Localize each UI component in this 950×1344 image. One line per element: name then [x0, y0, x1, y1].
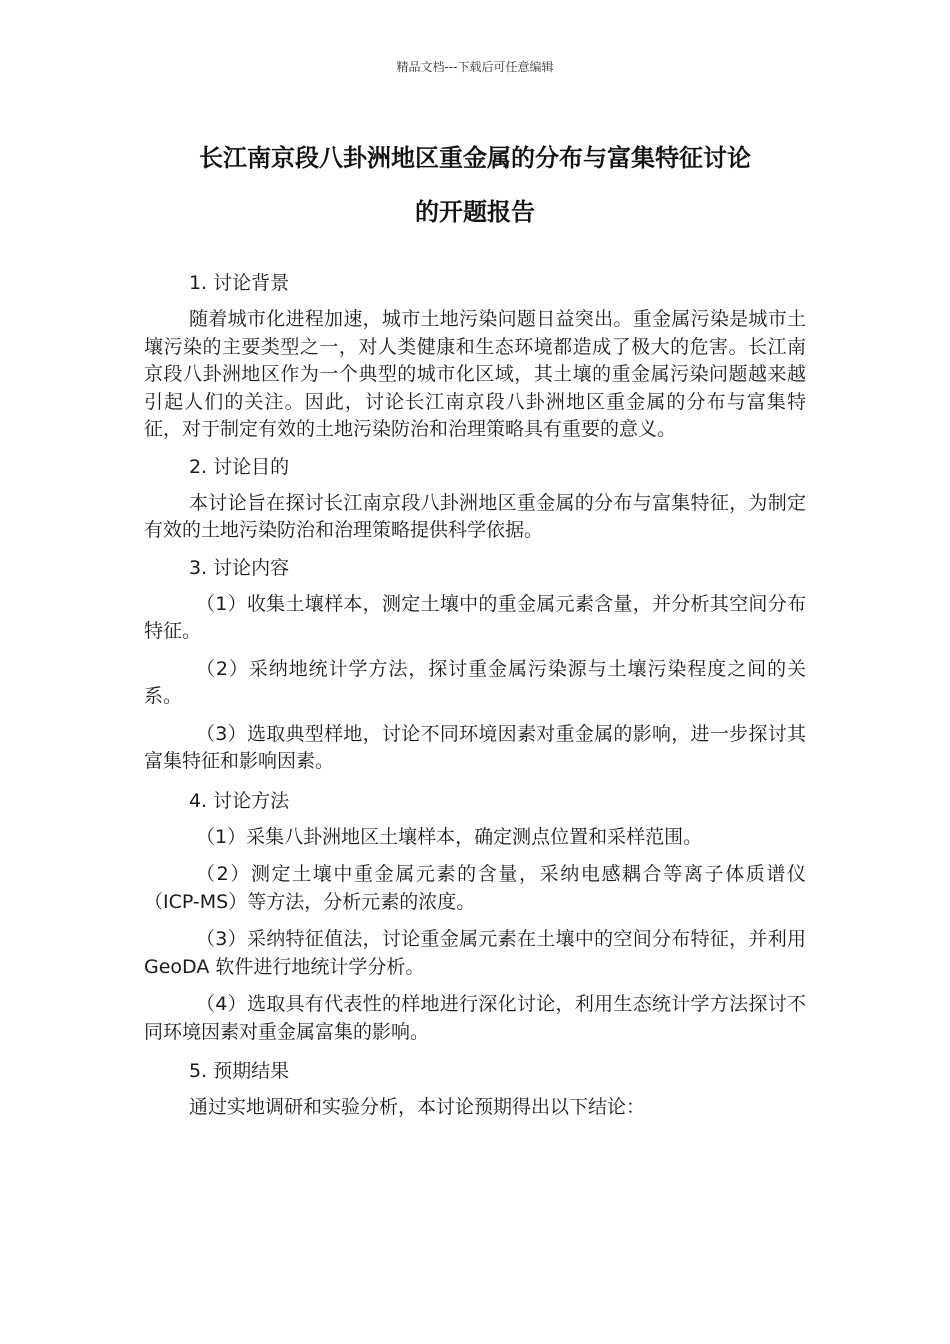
- section-1-heading: 1. 讨论背景: [189, 272, 290, 294]
- section-4-item-3: （3）采纳特征值法，讨论重金属元素在土壤中的空间分布特征，并利用 GeoDA 软件进行地统计学分析。: [144, 928, 806, 978]
- document-body: [144, 268, 806, 1130]
- document-title-line-2: 的开题报告: [415, 198, 535, 226]
- document-title-line-1: 长江南京段八卦洲地区重金属的分布与富集特征讨论: [199, 144, 751, 172]
- section-2-paragraph: 本讨论旨在探讨长江南京段八卦洲地区重金属的分布与富集特征，为制定有效的土地污染防治和治理策略提供科学依据。: [144, 491, 806, 541]
- section-3-item-3: （3）选取典型样地，讨论不同环境因素对重金属的影响，进一步探讨其富集特征和影响因素。: [144, 722, 806, 772]
- section-3-heading: 3. 讨论内容: [189, 556, 290, 579]
- section-5-paragraph: 通过实地调研和实验分析，本讨论预期得出以下结论：: [189, 1096, 646, 1118]
- section-4-heading: 4. 讨论方法: [189, 789, 290, 812]
- section-3-item-1: （1）收集土壤样本，测定土壤中的重金属元素含量，并分析其空间分布特征。: [144, 592, 806, 642]
- section-3-item-2: （2）采纳地统计学方法，探讨重金属污染源与土壤污染程度之间的关系。: [144, 657, 806, 707]
- section-1-paragraph: 随着城市化进程加速，城市土地污染问题日益突出。重金属污染是城市土壤污染的主要类型之一，对人类健康和生态环境都造成了极大的危害。长江南京段八卦洲地区作为一个典型的城市化区域，其土壤的重金属污染问题越来越引起人们的关注。因此，讨论长江南京段八卦洲地区重金属的分布与富集特征，对于制定有效的土地污染防治和治理策略具有重要的意义。: [144, 308, 806, 440]
- header-note: 精品文档---下载后可任意编辑: [396, 60, 554, 74]
- section-4-item-2: （2）测定土壤中重金属元素的含量，采纳电感耦合等离子体质谱仪（ICP-MS）等方法，分析元素的浓度。: [144, 863, 806, 913]
- section-5-heading: 5. 预期结果: [189, 1060, 290, 1082]
- section-4-item-1: （1）采集八卦洲地区土壤样本，确定测点位置和采样范围。: [196, 825, 703, 848]
- section-4-item-4: （4）选取具有代表性的样地进行深化讨论，利用生态统计学方法探讨不同环境因素对重金属富集的影响。: [144, 993, 806, 1043]
- section-2-heading: 2. 讨论目的: [189, 455, 290, 478]
